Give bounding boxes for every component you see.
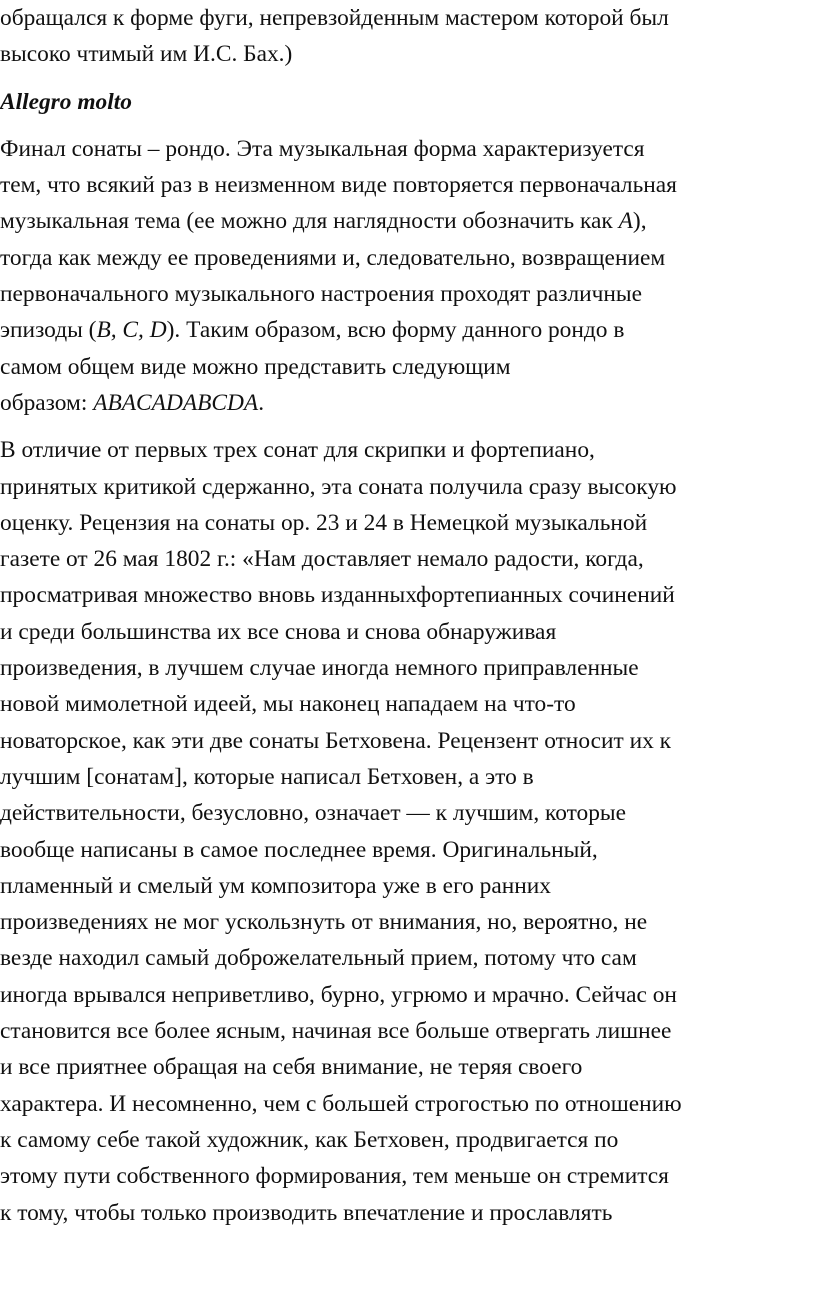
text-span: ). Таким образом, всю форму данного рондо в: [166, 317, 625, 344]
text-line: оценку. Рецензия на сонаты op. 23 и 24 в Немецкой музыкальной: [0, 509, 648, 536]
text-line: тем, что всякий раз в неизменном виде повторяется первоначальная: [0, 172, 677, 199]
text-line: новой мимолетной идеей, мы наконец нападаем на что-то: [0, 691, 576, 718]
text-line: вообще написаны в самое последнее время. Оригинальный,: [0, 836, 598, 863]
text-span: ),: [632, 208, 647, 235]
text-line: к тому, чтобы только производить впечатление и прославлять: [0, 1199, 613, 1226]
text-line: [0, 203, 816, 239]
italic-span: А: [618, 208, 633, 235]
text-line: и среди большинства их все снова и снова обнаруживая: [0, 618, 557, 645]
text-line: везде находил самый доброжелательный прием, потому что сам: [0, 945, 637, 972]
text-span: .: [258, 389, 265, 416]
text-line: становится все более ясным, начиная все больше отвергать лишнее: [0, 1018, 672, 1045]
text-line: газете от 26 мая 1802 г.: «Нам доставляет немало радости, когда,: [0, 546, 644, 573]
italic-span: B, C, D: [96, 317, 167, 344]
text-line: этому пути собственного формирования, тем меньше он стремится: [0, 1163, 669, 1190]
text-span: образом:: [0, 389, 94, 416]
text-line: первоначального музыкального настроения проходят различные: [0, 281, 643, 308]
text-line: произведения, в лучшем случае иногда немного приправленные: [0, 655, 639, 682]
text-line: пламенный и смелый ум композитора уже в его ранних: [0, 872, 551, 899]
italic-span: ABACADABCDA: [93, 389, 259, 416]
text-line: и все приятнее обращая на себя внимание, не теряя своего: [0, 1054, 583, 1081]
text-line: тогда как между ее проведениями и, следовательно, возвращением: [0, 244, 666, 271]
text-line: принятых критикой сдержанно, эта соната получила сразу высокую: [0, 473, 677, 500]
text-line: действительности, безусловно, означает — к лучшим, которые: [0, 800, 626, 827]
paragraph-rondo: [0, 131, 816, 421]
text-line: произведениях не мог ускользнуть от внимания, но, вероятно, не: [0, 909, 648, 936]
text-line: к самому себе такой художник, как Бетховен, продвигается по: [0, 1126, 619, 1153]
text-line: просматривая множество вновь изданныхфортепианных сочинений: [0, 582, 675, 609]
section-heading: Allegro molto: [0, 88, 132, 115]
text-line: обращался к форме фуги, непревзойденным мастером которой был: [0, 5, 669, 31]
text-line: лучшим [сонатам], которые написал Бетховен, а это в: [0, 763, 534, 790]
paragraph-gap: [0, 421, 816, 432]
text-line: высоко чтимый им И.С. Бах.): [0, 41, 293, 68]
text-line: В отличие от первых трех сонат для скрипки и фортепиано,: [0, 437, 595, 464]
text-line: самом общем виде можно представить следующим: [0, 353, 511, 380]
text-line: [0, 312, 816, 348]
text-line: иногда врывался неприветливо, бурно, угрюмо и мрачно. Сейчас он: [0, 981, 677, 1008]
text-span: музыкальная тема (ее можно для наглядности обозначить как: [0, 208, 619, 235]
text-line: Финал сонаты – рондо. Эта музыкальная форма характеризуется: [0, 135, 645, 162]
paragraph-review: [0, 432, 816, 1231]
text-span: эпизоды (: [0, 317, 97, 344]
text-line: новаторское, как эти две сонаты Бетховена. Рецензент относит их к: [0, 727, 671, 754]
text-line: [0, 385, 816, 421]
text-line: характера. И несомненно, чем с большей строгостью по отношению: [0, 1090, 682, 1117]
